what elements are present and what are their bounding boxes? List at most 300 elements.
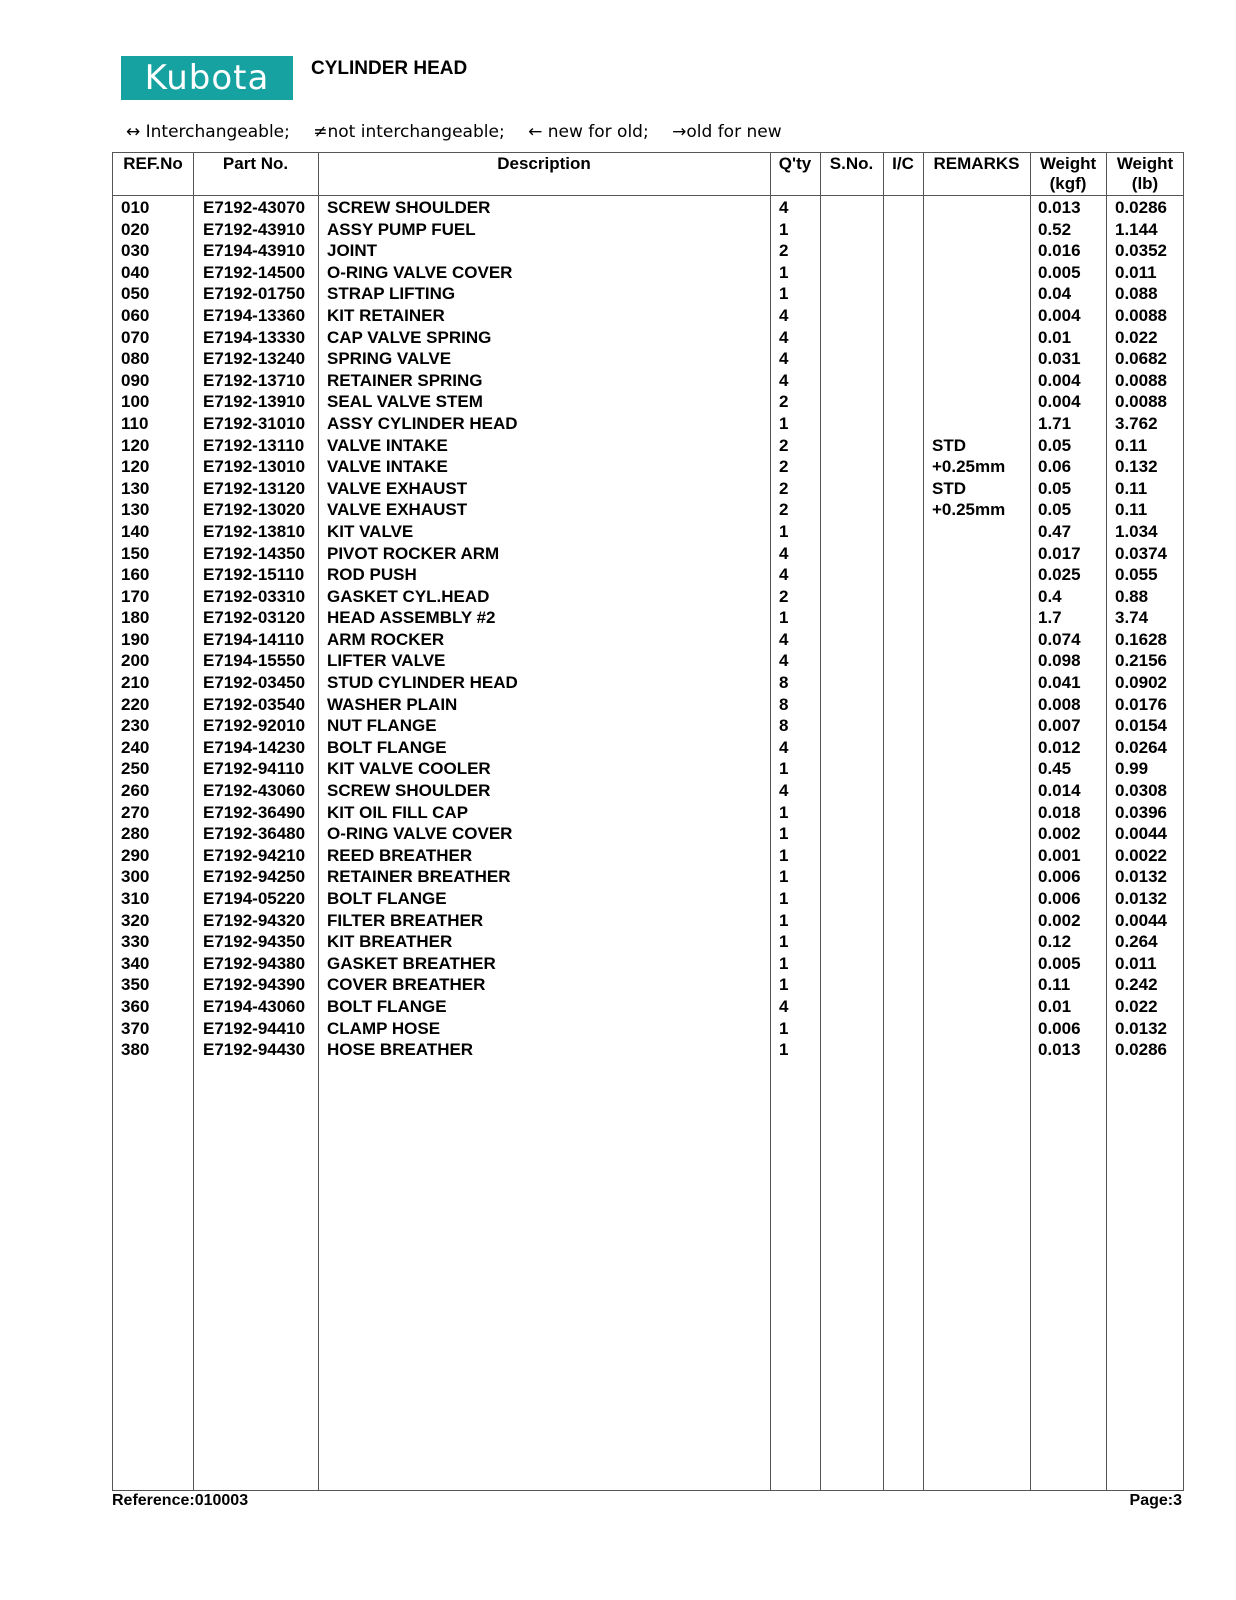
table-row <box>113 564 1185 586</box>
cell-ref: 350 <box>121 975 150 995</box>
cell-description: REED BREATHER <box>327 845 473 865</box>
cell-weight-kgf: 0.012 <box>1038 737 1081 757</box>
cell-ref: 370 <box>121 1018 150 1038</box>
cell-description: KIT VALVE COOLER <box>327 759 491 779</box>
table-row <box>113 910 1185 932</box>
cell-weight-lb: 0.0176 <box>1115 694 1167 714</box>
cell-qty: 1 <box>779 284 789 304</box>
cell-weight-lb: 0.0088 <box>1115 305 1167 325</box>
cell-qty: 1 <box>779 867 789 887</box>
cell-weight-lb: 0.0044 <box>1115 824 1167 844</box>
table-row <box>113 823 1185 845</box>
table-row <box>113 607 1185 629</box>
cell-ref: 120 <box>121 457 150 477</box>
table-row <box>113 974 1185 996</box>
table-row <box>113 888 1185 910</box>
cell-description: ARM ROCKER <box>327 629 445 649</box>
cell-weight-lb: 0.0132 <box>1115 867 1167 887</box>
cell-qty: 1 <box>779 802 789 822</box>
cell-part-no: E7192-94110 <box>203 759 305 779</box>
cell-qty: 1 <box>779 1040 789 1060</box>
cell-weight-lb: 0.022 <box>1115 996 1158 1016</box>
cell-description: COVER BREATHER <box>327 975 486 995</box>
cell-qty: 4 <box>779 327 789 347</box>
table-row <box>113 845 1185 867</box>
cell-part-no: E7194-05220 <box>203 889 306 908</box>
cell-ref: 180 <box>121 608 150 628</box>
cell-description: CLAMP HOSE <box>327 1018 441 1038</box>
cell-part-no: E7194-43910 <box>203 241 306 261</box>
cell-ref: 360 <box>121 996 150 1016</box>
cell-description: BOLT FLANGE <box>327 996 447 1016</box>
cell-weight-kgf: 0.008 <box>1038 694 1081 714</box>
cell-qty: 1 <box>779 262 789 282</box>
cell-description: HEAD ASSEMBLY #2 <box>327 608 496 628</box>
cell-weight-kgf: 0.013 <box>1038 1040 1081 1060</box>
cell-qty: 8 <box>779 673 789 693</box>
cell-part-no: E7192-03540 <box>203 694 306 714</box>
cell-weight-kgf: 0.018 <box>1038 802 1081 822</box>
cell-ref: 290 <box>121 845 150 865</box>
cell-part-no: E7192-03310 <box>203 586 306 606</box>
cell-part-no: E7194-43060 <box>203 996 306 1016</box>
table-row <box>113 737 1185 759</box>
cell-qty: 2 <box>779 586 789 606</box>
col-header-description: Description <box>497 154 591 173</box>
table-row <box>113 629 1185 651</box>
table-row <box>113 478 1185 500</box>
cell-ref: 250 <box>121 759 150 779</box>
weight-kgf-label: Weight <box>1039 154 1097 173</box>
table-row <box>113 240 1185 262</box>
cell-qty: 1 <box>779 413 789 433</box>
cell-ref: 110 <box>121 413 149 433</box>
cell-weight-lb: 0.0088 <box>1115 392 1167 412</box>
cell-qty: 4 <box>779 996 789 1016</box>
table-row <box>113 219 1185 241</box>
cell-weight-lb: 0.0352 <box>1115 241 1167 261</box>
table-row <box>113 413 1185 435</box>
cell-qty: 8 <box>779 694 789 714</box>
cell-weight-kgf: 0.002 <box>1038 824 1081 844</box>
cell-ref: 030 <box>121 241 150 261</box>
cell-weight-kgf: 0.05 <box>1038 435 1072 455</box>
col-header-weight-kgf <box>1030 154 1106 194</box>
cell-weight-kgf: 0.016 <box>1038 241 1081 261</box>
cell-weight-kgf: 0.004 <box>1038 305 1081 325</box>
cell-weight-lb: 0.011 <box>1115 953 1157 973</box>
cell-description: CAP VALVE SPRING <box>327 327 492 347</box>
table-row <box>113 283 1185 305</box>
cell-ref: 320 <box>121 910 150 930</box>
cell-weight-kgf: 0.005 <box>1038 262 1081 282</box>
cell-part-no: E7192-03120 <box>203 608 306 628</box>
cell-part-no: E7192-13910 <box>203 392 306 412</box>
cell-weight-lb: 0.0902 <box>1115 673 1167 693</box>
table-row <box>113 305 1185 327</box>
cell-weight-kgf: 0.52 <box>1038 219 1072 239</box>
cell-ref: 130 <box>121 500 150 520</box>
cell-part-no: E7192-13010 <box>203 457 306 477</box>
cell-weight-kgf: 0.05 <box>1038 478 1072 498</box>
cell-remarks: +0.25mm <box>932 457 1006 477</box>
col-header-sno: S.No. <box>829 154 874 173</box>
cell-weight-kgf: 0.074 <box>1038 629 1081 649</box>
table-row <box>113 435 1185 457</box>
table-row <box>113 802 1185 824</box>
cell-part-no: E7192-92010 <box>203 716 306 736</box>
weight-lb-unit: (lb) <box>1131 174 1159 193</box>
cell-part-no: E7192-94430 <box>203 1040 306 1060</box>
cell-weight-lb: 0.088 <box>1115 284 1158 304</box>
cell-description: WASHER PLAIN <box>327 694 458 714</box>
cell-ref: 130 <box>121 478 150 498</box>
legend-item-old-for-new: →old for new <box>672 122 782 142</box>
cell-description: ASSY PUMP FUEL <box>327 219 476 239</box>
table-row <box>113 758 1185 780</box>
cell-weight-lb: 0.0044 <box>1115 910 1167 930</box>
cell-part-no: E7192-13120 <box>203 478 306 498</box>
table-row <box>113 996 1185 1018</box>
col-header-remarks: REMARKS <box>933 154 1020 173</box>
cell-weight-kgf: 0.01 <box>1038 996 1072 1016</box>
cell-weight-lb: 0.0286 <box>1115 198 1167 217</box>
cell-description: VALVE EXHAUST <box>327 478 468 498</box>
cell-weight-kgf: 0.05 <box>1038 500 1072 520</box>
cell-qty: 1 <box>779 521 789 541</box>
cell-weight-kgf: 0.01 <box>1038 327 1072 347</box>
cell-weight-lb: 0.132 <box>1115 457 1158 477</box>
cell-description: VALVE INTAKE <box>327 457 448 477</box>
cell-description: KIT BREATHER <box>327 932 453 952</box>
cell-qty: 1 <box>779 953 789 973</box>
cell-weight-kgf: 0.017 <box>1038 543 1081 563</box>
table-row <box>113 953 1185 975</box>
cell-qty: 4 <box>779 198 789 217</box>
table-row <box>113 327 1185 349</box>
legend-item-new-for-old: ← new for old; <box>528 122 649 142</box>
cell-qty: 4 <box>779 543 789 563</box>
cell-description: SEAL VALVE STEM <box>327 392 483 412</box>
cell-weight-lb: 0.11 <box>1115 435 1148 455</box>
interchangeability-legend <box>126 122 800 142</box>
cell-ref: 200 <box>121 651 150 671</box>
cell-description: STUD CYLINDER HEAD <box>327 673 518 693</box>
cell-weight-kgf: 0.004 <box>1038 370 1081 390</box>
cell-description: NUT FLANGE <box>327 716 437 736</box>
cell-part-no: E7192-36490 <box>203 802 306 822</box>
cell-weight-kgf: 0.098 <box>1038 651 1081 671</box>
cell-remarks: STD <box>932 435 966 455</box>
cell-weight-lb: 0.0396 <box>1115 802 1167 822</box>
cell-weight-lb: 1.034 <box>1115 521 1158 541</box>
legend-item-not-interchangeable: ≠not interchangeable; <box>313 122 505 142</box>
cell-part-no: E7192-13020 <box>203 500 306 520</box>
cell-qty: 4 <box>779 305 789 325</box>
cell-weight-lb: 0.0308 <box>1115 781 1167 801</box>
cell-part-no: E7192-13110 <box>203 435 305 455</box>
cell-ref: 260 <box>121 781 150 801</box>
cell-ref: 020 <box>121 219 150 239</box>
col-header-ref: REF.No <box>123 154 183 173</box>
table-row <box>113 499 1185 521</box>
col-header-part: Part No. <box>222 154 289 173</box>
cell-weight-kgf: 0.014 <box>1038 781 1081 801</box>
cell-ref: 280 <box>121 824 150 844</box>
footer-page-number: Page:3 <box>1129 1492 1182 1509</box>
cell-ref: 170 <box>121 586 150 606</box>
col-header-qty: Q'ty <box>778 154 812 173</box>
table-row <box>113 370 1185 392</box>
cell-part-no: E7192-94350 <box>203 932 306 952</box>
cell-qty: 4 <box>779 781 789 801</box>
cell-weight-kgf: 1.7 <box>1038 608 1062 628</box>
cell-part-no: E7192-03450 <box>203 673 306 693</box>
cell-qty: 1 <box>779 608 789 628</box>
cell-description: RETAINER SPRING <box>327 370 483 390</box>
cell-weight-lb: 0.0264 <box>1115 737 1167 757</box>
table-row <box>113 715 1185 737</box>
cell-part-no: E7192-94320 <box>203 910 306 930</box>
table-row <box>113 586 1185 608</box>
cell-weight-lb: 0.0132 <box>1115 1018 1167 1038</box>
cell-ref: 150 <box>121 543 150 563</box>
table-row <box>113 931 1185 953</box>
cell-ref: 270 <box>121 802 150 822</box>
cell-ref: 380 <box>121 1040 150 1060</box>
cell-ref: 090 <box>121 370 150 390</box>
cell-weight-lb: 0.264 <box>1115 932 1158 952</box>
cell-weight-lb: 0.88 <box>1115 586 1149 606</box>
cell-description: HOSE BREATHER <box>327 1040 474 1060</box>
cell-description: ASSY CYLINDER HEAD <box>327 413 518 433</box>
table-row <box>113 521 1185 543</box>
cell-ref: 300 <box>121 867 150 887</box>
cell-weight-lb: 1.144 <box>1115 219 1158 239</box>
table-row <box>113 1039 1185 1061</box>
cell-weight-kgf: 0.041 <box>1038 673 1081 693</box>
cell-part-no: E7192-94210 <box>203 845 306 865</box>
cell-weight-lb: 0.0022 <box>1115 845 1167 865</box>
cell-part-no: E7192-94410 <box>203 1018 306 1038</box>
table-row <box>113 780 1185 802</box>
col-header-ic: I/C <box>892 154 914 173</box>
cell-ref: 060 <box>121 305 150 325</box>
table-row <box>113 543 1185 565</box>
cell-weight-lb: 0.11 <box>1115 500 1148 520</box>
cell-weight-kgf: 0.006 <box>1038 889 1081 908</box>
cell-description: LIFTER VALVE <box>327 651 446 671</box>
cell-description: BOLT FLANGE <box>327 889 447 908</box>
cell-part-no: E7194-13360 <box>203 305 306 325</box>
cell-qty: 4 <box>779 349 789 369</box>
table-row <box>113 348 1185 370</box>
cell-description: SCREW SHOULDER <box>327 198 491 217</box>
cell-part-no: E7192-13810 <box>203 521 306 541</box>
cell-ref: 240 <box>121 737 150 757</box>
cell-weight-lb: 0.0286 <box>1115 1040 1167 1060</box>
cell-weight-kgf: 1.71 <box>1038 413 1072 433</box>
cell-qty: 1 <box>779 910 789 930</box>
cell-part-no: E7194-14110 <box>203 629 305 649</box>
cell-weight-kgf: 0.12 <box>1038 932 1072 952</box>
cell-weight-lb: 0.242 <box>1115 975 1158 995</box>
cell-weight-kgf: 0.002 <box>1038 910 1081 930</box>
legend-item-interchangeable: ↔ Interchangeable; <box>126 122 290 142</box>
cell-ref: 210 <box>121 673 150 693</box>
table-row <box>113 197 1185 219</box>
cell-part-no: E7192-01750 <box>203 284 306 304</box>
cell-part-no: E7194-14230 <box>203 737 306 757</box>
table-row <box>113 1018 1185 1040</box>
cell-weight-kgf: 0.47 <box>1038 521 1072 541</box>
cell-ref: 050 <box>121 284 150 304</box>
cell-part-no: E7192-43060 <box>203 781 306 801</box>
cell-part-no: E7192-36480 <box>203 824 306 844</box>
table-row <box>113 866 1185 888</box>
cell-remarks: STD <box>932 478 966 498</box>
cell-qty: 1 <box>779 219 789 239</box>
kubota-logo <box>121 56 293 100</box>
cell-ref: 230 <box>121 716 150 736</box>
cell-qty: 2 <box>779 435 789 455</box>
table-row <box>113 694 1185 716</box>
header-divider <box>113 195 1183 196</box>
weight-kgf-unit: (kgf) <box>1049 174 1087 193</box>
cell-ref: 160 <box>121 565 150 585</box>
cell-ref: 070 <box>121 327 150 347</box>
cell-part-no: E7192-43910 <box>203 219 306 239</box>
parts-rows <box>113 197 1185 1061</box>
cell-qty: 8 <box>779 716 789 736</box>
table-row <box>113 650 1185 672</box>
cell-description: JOINT <box>327 241 378 261</box>
cell-weight-kgf: 0.005 <box>1038 953 1081 973</box>
cell-part-no: E7192-31010 <box>203 413 306 433</box>
cell-weight-lb: 3.74 <box>1115 608 1149 628</box>
cell-weight-kgf: 0.4 <box>1038 586 1062 606</box>
cell-weight-kgf: 0.031 <box>1038 349 1081 369</box>
cell-qty: 4 <box>779 565 789 585</box>
cell-weight-kgf: 0.013 <box>1038 198 1081 217</box>
cell-weight-lb: 0.0154 <box>1115 716 1167 736</box>
cell-qty: 2 <box>779 478 789 498</box>
cell-part-no: E7192-14500 <box>203 262 306 282</box>
cell-weight-lb: 0.022 <box>1115 327 1158 347</box>
cell-part-no: E7192-15110 <box>203 565 305 585</box>
cell-weight-lb: 0.2156 <box>1115 651 1167 671</box>
cell-weight-lb: 0.0088 <box>1115 370 1167 390</box>
cell-ref: 140 <box>121 521 150 541</box>
cell-ref: 340 <box>121 953 150 973</box>
col-header-weight-lb <box>1106 154 1184 194</box>
table-row <box>113 391 1185 413</box>
cell-ref: 310 <box>121 889 150 908</box>
cell-weight-lb: 0.0682 <box>1115 349 1167 369</box>
cell-qty: 2 <box>779 500 789 520</box>
cell-part-no: E7192-43070 <box>203 198 306 217</box>
cell-ref: 040 <box>121 262 150 282</box>
cell-ref: 080 <box>121 349 150 369</box>
cell-qty: 1 <box>779 845 789 865</box>
cell-description: O-RING VALVE COVER <box>327 262 513 282</box>
weight-lb-label: Weight <box>1116 154 1174 173</box>
footer-reference: Reference:010003 <box>112 1492 249 1509</box>
cell-weight-kgf: 0.04 <box>1038 284 1072 304</box>
cell-description: KIT RETAINER <box>327 305 445 325</box>
cell-qty: 2 <box>779 241 789 261</box>
cell-ref: 190 <box>121 629 150 649</box>
cell-weight-lb: 0.99 <box>1115 759 1149 779</box>
logo-text: Kubota <box>144 58 270 98</box>
cell-description: RETAINER BREATHER <box>327 867 511 887</box>
cell-qty: 2 <box>779 392 789 412</box>
cell-qty: 4 <box>779 629 789 649</box>
cell-weight-lb: 0.055 <box>1115 565 1158 585</box>
cell-part-no: E7192-94390 <box>203 975 306 995</box>
cell-weight-lb: 0.11 <box>1115 478 1148 498</box>
cell-part-no: E7194-15550 <box>203 651 306 671</box>
cell-description: KIT VALVE <box>327 521 414 541</box>
cell-weight-lb: 0.0374 <box>1115 543 1167 563</box>
cell-description: VALVE INTAKE <box>327 435 448 455</box>
table-row <box>113 456 1185 478</box>
cell-description: PIVOT ROCKER ARM <box>327 543 500 563</box>
cell-qty: 1 <box>779 975 789 995</box>
cell-qty: 2 <box>779 457 789 477</box>
cell-weight-lb: 0.0132 <box>1115 889 1167 908</box>
cell-description: ROD PUSH <box>327 565 417 585</box>
cell-part-no: E7192-13710 <box>203 370 306 390</box>
cell-part-no: E7194-13330 <box>203 327 306 347</box>
cell-part-no: E7192-94250 <box>203 867 306 887</box>
cell-description: FILTER BREATHER <box>327 910 484 930</box>
cell-qty: 4 <box>779 651 789 671</box>
cell-ref: 220 <box>121 694 150 714</box>
cell-ref: 330 <box>121 932 150 952</box>
cell-weight-lb: 0.011 <box>1115 262 1157 282</box>
cell-description: VALVE EXHAUST <box>327 500 468 520</box>
cell-remarks: +0.25mm <box>932 500 1006 520</box>
cell-qty: 4 <box>779 737 789 757</box>
table-row <box>113 672 1185 694</box>
cell-weight-kgf: 0.007 <box>1038 716 1081 736</box>
cell-qty: 1 <box>779 759 789 779</box>
cell-description: SPRING VALVE <box>327 349 452 369</box>
cell-weight-kgf: 0.006 <box>1038 1018 1081 1038</box>
cell-weight-kgf: 0.004 <box>1038 392 1081 412</box>
cell-weight-lb: 3.762 <box>1115 413 1158 433</box>
cell-weight-kgf: 0.025 <box>1038 565 1081 585</box>
cell-weight-kgf: 0.001 <box>1038 845 1081 865</box>
cell-part-no: E7192-94380 <box>203 953 306 973</box>
cell-description: KIT OIL FILL CAP <box>327 802 469 822</box>
cell-ref: 100 <box>121 392 150 412</box>
table-row <box>113 262 1185 284</box>
cell-part-no: E7192-13240 <box>203 349 306 369</box>
cell-qty: 1 <box>779 824 789 844</box>
cell-weight-kgf: 0.06 <box>1038 457 1072 477</box>
cell-qty: 1 <box>779 932 789 952</box>
page-title: CYLINDER HEAD <box>311 58 468 79</box>
cell-qty: 4 <box>779 370 789 390</box>
cell-ref: 120 <box>121 435 150 455</box>
cell-description: BOLT FLANGE <box>327 737 447 757</box>
cell-qty: 1 <box>779 1018 789 1038</box>
cell-description: O-RING VALVE COVER <box>327 824 513 844</box>
cell-part-no: E7192-14350 <box>203 543 306 563</box>
cell-description: GASKET BREATHER <box>327 953 496 973</box>
